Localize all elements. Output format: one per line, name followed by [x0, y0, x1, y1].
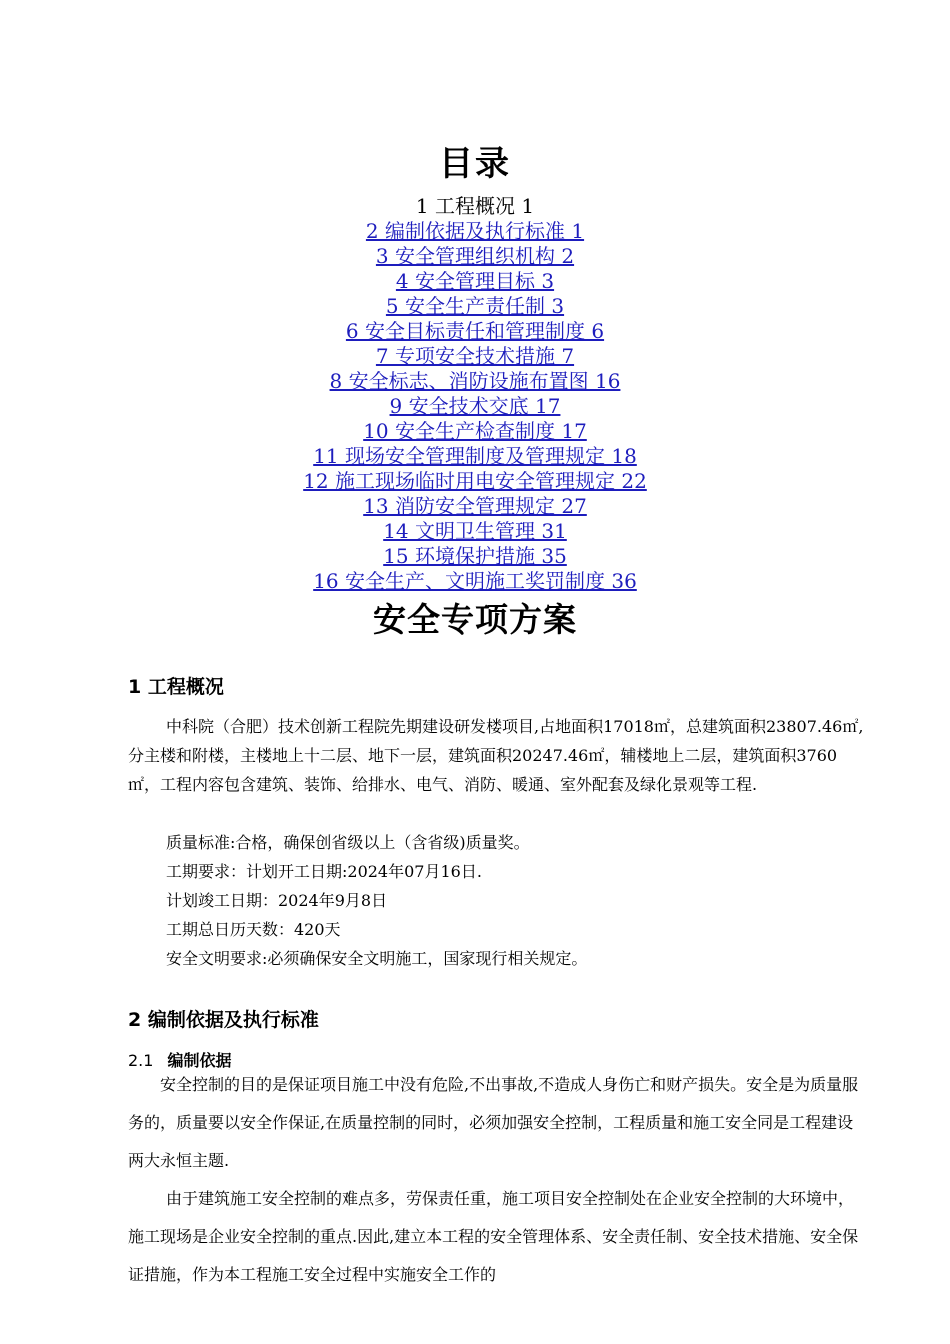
toc-link[interactable]: 11 现场安全管理制度及管理规定 18 — [313, 444, 637, 468]
total-duration: 工期总日历天数：420天 — [166, 920, 341, 939]
toc-entry[interactable] — [0, 544, 950, 569]
toc-entry[interactable] — [0, 319, 950, 344]
toc-entry[interactable] — [0, 294, 950, 319]
toc-link[interactable]: 8 安全标志、消防设施布置图 16 — [329, 369, 621, 393]
toc-entry[interactable] — [0, 369, 950, 394]
toc-link[interactable]: 10 安全生产检查制度 17 — [363, 419, 587, 443]
toc-entry — [0, 194, 950, 219]
toc-entry[interactable] — [0, 219, 950, 244]
toc-link[interactable]: 4 安全管理目标 3 — [395, 269, 555, 293]
toc-link[interactable]: 9 安全技术交底 17 — [389, 394, 561, 418]
toc-link[interactable]: 7 专项安全技术措施 7 — [375, 344, 575, 368]
toc-entry[interactable] — [0, 419, 950, 444]
toc-entry[interactable] — [0, 569, 950, 594]
toc-link[interactable]: 3 安全管理组织机构 2 — [375, 244, 575, 268]
toc-title: 目录 — [439, 144, 511, 184]
toc-entry[interactable] — [0, 494, 950, 519]
toc-link[interactable]: 14 文明卫生管理 31 — [383, 519, 567, 543]
planned-finish: 计划竣工日期：2024年9月8日 — [166, 891, 388, 910]
toc-link[interactable]: 5 安全生产责任制 3 — [385, 294, 565, 318]
section-1-heading: 1 工程概况 — [128, 676, 224, 698]
toc-entry[interactable] — [0, 394, 950, 419]
toc-link[interactable]: 13 消防安全管理规定 27 — [363, 494, 587, 518]
toc-entry[interactable] — [0, 269, 950, 294]
toc-entry[interactable] — [0, 469, 950, 494]
toc-entry[interactable] — [0, 519, 950, 544]
safety-requirement: 安全文明要求:必须确保安全文明施工，国家现行相关规定。 — [166, 949, 588, 968]
toc-list — [0, 194, 950, 594]
toc-entry-text: 1 工程概况 1 — [415, 194, 535, 218]
subsection-number: 2.1 — [128, 1051, 154, 1070]
document-title: 安全专项方案 — [373, 600, 577, 639]
subsection-title: 编制依据 — [167, 1051, 232, 1070]
toc-link[interactable]: 15 环境保护措施 35 — [383, 544, 567, 568]
toc-link[interactable]: 2 编制依据及执行标准 1 — [365, 219, 585, 243]
section-2-paragraph-2: 由于建筑施工安全控制的难点多，劳保责任重，施工项目安全控制处在企业安全控制的大环境中，施工现场是企业安全控制的重点.因此,建立本工程的安全管理体系、安全责任制、安全技术措施、安全保证措施，作为本工程施工安全过程中实施安全工作的 — [128, 1189, 859, 1284]
section-1-overview: 中科院（合肥）技术创新工程院先期建设研发楼项目,占地面积17018㎡，总建筑面积23807.46㎡,分主楼和附楼，主楼地上十二层、地下一层，建筑面积20247.46㎡，辅楼地上二层，建筑面积3760㎡，工程内容包含建筑、装饰、给排水、电气、消防、暖通、室外配套及绿化景观等工程. — [128, 717, 864, 794]
toc-entry[interactable] — [0, 244, 950, 269]
toc-link[interactable]: 12 施工现场临时用电安全管理规定 22 — [303, 469, 647, 493]
quality-standard: 质量标准:合格，确保创省级以上（含省级)质量奖。 — [166, 833, 530, 852]
toc-entry[interactable] — [0, 344, 950, 369]
toc-entry[interactable] — [0, 444, 950, 469]
toc-link[interactable]: 16 安全生产、文明施工奖罚制度 36 — [313, 569, 637, 593]
toc-link[interactable]: 6 安全目标责任和管理制度 6 — [345, 319, 605, 343]
section-2-paragraph-1: 安全控制的目的是保证项目施工中没有危险,不出事故,不造成人身伤亡和财产损失。安全是为质量服务的，质量要以安全作保证,在质量控制的同时，必须加强安全控制，工程质量和施工安全同是工程建设两大永恒主题. — [128, 1075, 859, 1170]
section-2-heading: 2 编制依据及执行标准 — [128, 1009, 319, 1031]
planned-start: 工期要求：计划开工日期:2024年07月16日. — [166, 862, 482, 881]
